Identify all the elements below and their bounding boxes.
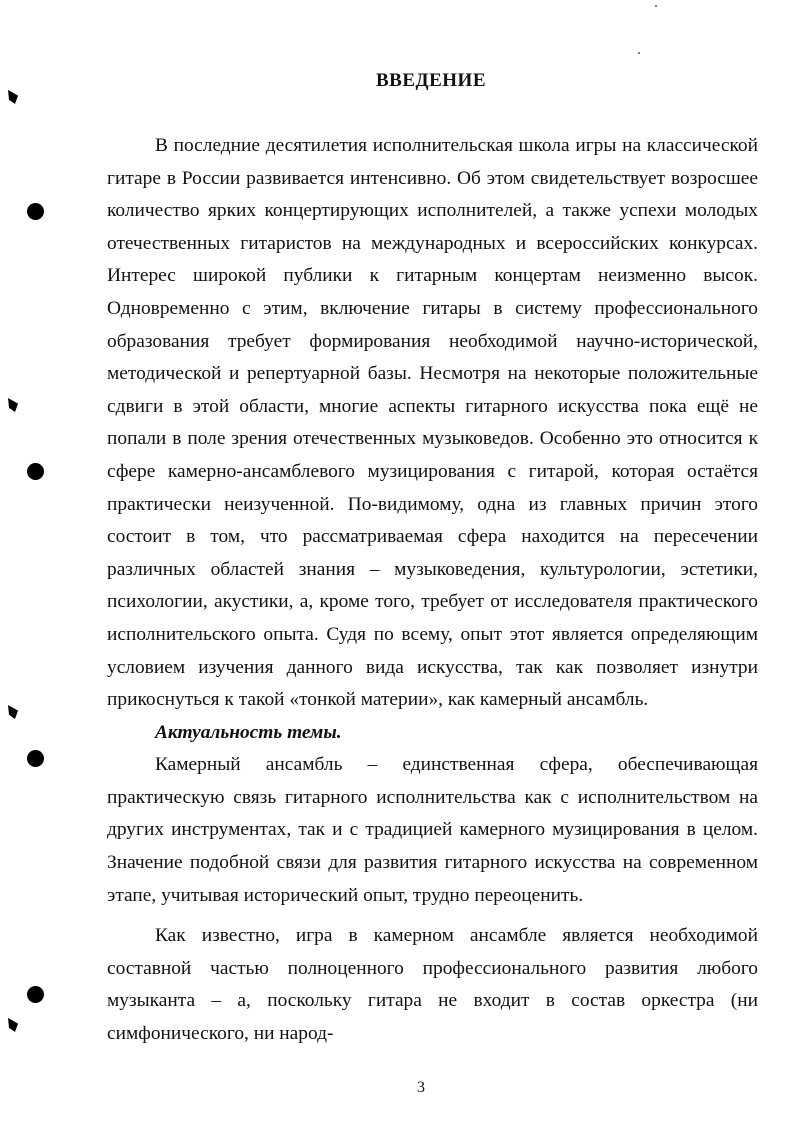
- scan-mark-icon: [8, 705, 18, 719]
- scan-mark-icon: [8, 398, 18, 412]
- punch-hole-icon: [27, 463, 44, 480]
- scan-mark-icon: [8, 1018, 18, 1032]
- body-text: [107, 130, 758, 1051]
- punch-hole-icon: [27, 203, 44, 220]
- page-title: ВВЕДЕНИЕ: [376, 70, 486, 91]
- section-heading: Актуальность темы.: [155, 721, 342, 743]
- page-number: 3: [417, 1079, 425, 1096]
- scan-mark-icon: [8, 90, 18, 104]
- scan-speck: [655, 5, 657, 7]
- paragraph-ensemble: Как известно, игра в камерном ансамбле является необходимой составной частью полноценного профессионального развития любого музыканта – а, поскольку гитара не входит в состав оркестра (ни симфонического, ни народ-: [107, 925, 758, 1045]
- punch-hole-icon: [27, 750, 44, 767]
- paragraph-intro: В последние десятилетия исполнительская школа игры на классической гитаре в России развивается интенсивно. Об этом свидетельствует возросшее количество ярких концертирующих исполнителей, а также успехи молодых отечественных гитаристов на международных и всероссийских конкурсах. Интерес широкой публики к гитарным концертам неизменно высок. Одновременно с этим, включение гитары в систему профессионального образования требует формирования необходимой научно-исторической, методической и репертуарной базы. Несмотря на некоторые положительные сдвиги в этой области, многие аспекты гитарного искусства пока ещё не попали в поле зрения отечественных музыковедов. Особенно это относится к сфере камерно-ансамблевого музицирования с гитарой, которая остаётся практически неизученной. По-видимому, одна из главных причин этого состоит в том, что рассматриваемая сфера находится на пересечении различных областей знания – музыковедения, культурологии, эстетики, психологии, акустики, а, кроме того, требует от исследователя практического исполнительского опыта. Судя по всему, опыт этот является определяющим условием изучения данного вида искусства, так как позволяет изнутри прикоснуться к такой «тонкой материи», как камерный ансамбль.: [107, 135, 758, 711]
- paragraph-relevance: Камерный ансамбль – единственная сфера, обеспечивающая практическую связь гитарного исполнительства как с исполнительством на других инструментах, так и с традицией камерного музицирования в целом. Значение подобной связи для развития гитарного искусства на современном этапе, учитывая исторический опыт, трудно переоценить.: [107, 754, 758, 906]
- punch-hole-icon: [27, 986, 44, 1003]
- scan-speck: [638, 52, 640, 54]
